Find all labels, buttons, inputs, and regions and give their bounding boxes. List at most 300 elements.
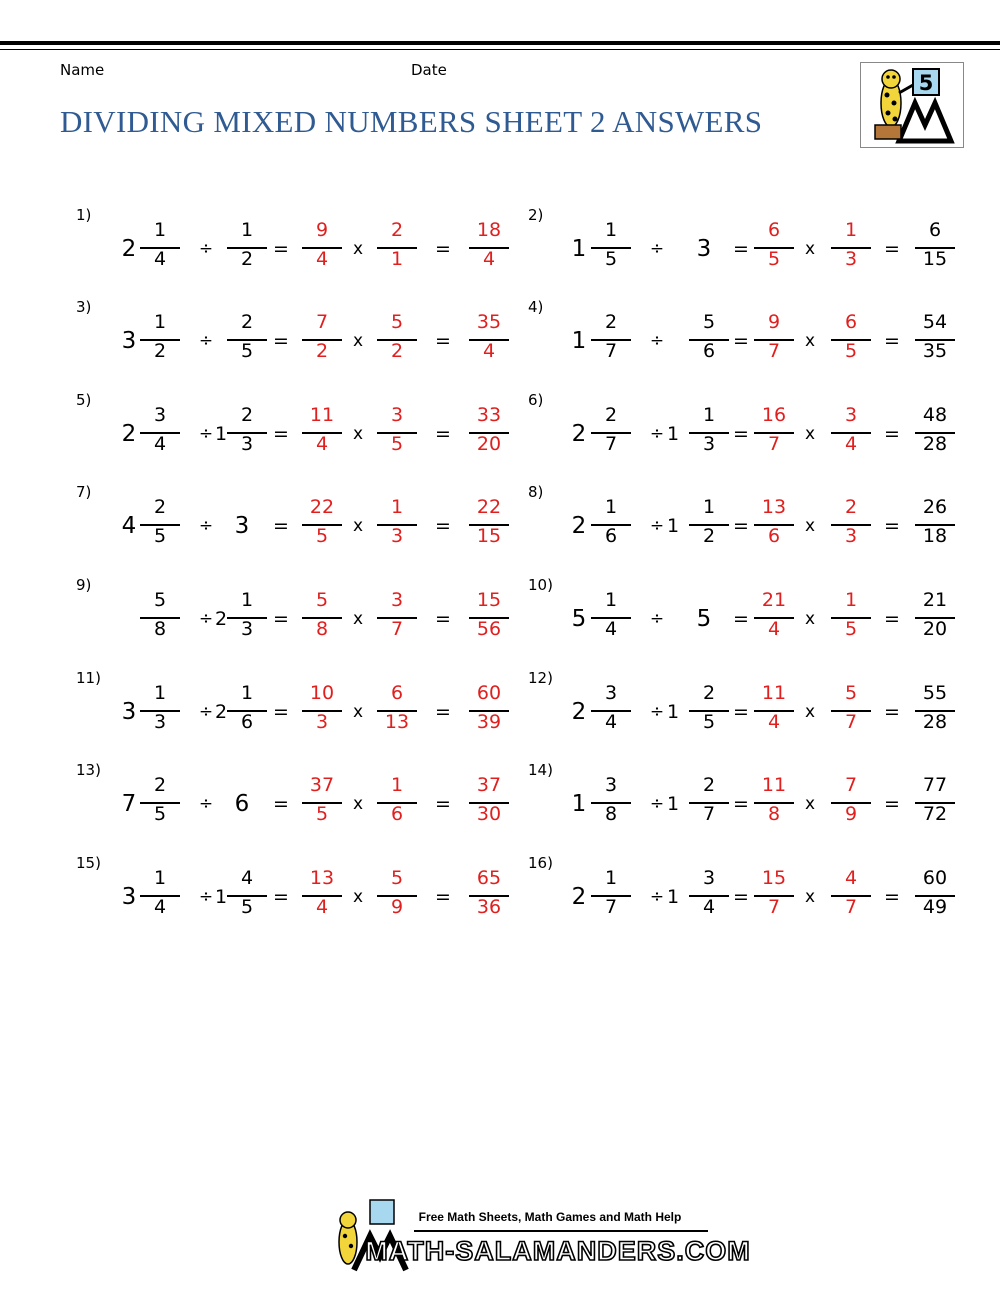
answer-fraction-2-denominator: 7 <box>844 711 858 733</box>
grade-number: 5 <box>918 71 934 95</box>
question-fraction-1-denominator: 4 <box>604 711 618 733</box>
answer-fraction-1-denominator: 7 <box>767 340 781 362</box>
result-fraction <box>469 774 509 838</box>
result-fraction <box>469 404 509 468</box>
question-fraction-1-denominator: 4 <box>604 618 618 640</box>
answer-fraction-1 <box>754 867 794 931</box>
equals-sign: = <box>733 515 749 537</box>
question-fraction-1-numerator: 1 <box>153 311 167 333</box>
answer-fraction-2 <box>377 496 417 560</box>
answer-fraction-2-denominator: 5 <box>390 433 404 455</box>
equals-sign: = <box>435 793 451 815</box>
grade-logo <box>860 62 964 148</box>
problem-number: 12) <box>528 669 553 687</box>
equals-sign: = <box>273 515 289 537</box>
whole-part: 2 <box>571 513 587 539</box>
whole-part: 2 <box>571 421 587 447</box>
answer-fraction-1-numerator: 15 <box>761 867 787 889</box>
question-fraction-1 <box>140 774 180 838</box>
question-fraction-1-denominator: 8 <box>604 803 618 825</box>
times-sign: x <box>804 331 816 351</box>
result-fraction-numerator: 21 <box>922 589 948 611</box>
answer-fraction-1-denominator: 3 <box>315 711 329 733</box>
whole-number: 3 <box>234 513 250 539</box>
result-fraction-numerator: 37 <box>476 774 502 796</box>
question-fraction-2 <box>689 867 729 931</box>
answer-fraction-1 <box>754 589 794 653</box>
whole-part: 1 <box>666 423 680 445</box>
answer-fraction-1-numerator: 11 <box>761 774 787 796</box>
question-fraction-1-numerator: 5 <box>153 589 167 611</box>
problem-number: 5) <box>76 391 92 409</box>
divide-sign: ÷ <box>649 702 665 722</box>
whole-part: 2 <box>571 884 587 910</box>
answer-fraction-2 <box>831 404 871 468</box>
answer-fraction-2-denominator: 6 <box>390 803 404 825</box>
whole-part: 3 <box>121 884 137 910</box>
answer-fraction-1-numerator: 22 <box>309 496 335 518</box>
question-fraction-2 <box>227 682 267 746</box>
question-fraction-1-numerator: 2 <box>604 311 618 333</box>
result-fraction-numerator: 54 <box>922 311 948 333</box>
question-fraction-1-numerator: 3 <box>153 404 167 426</box>
result-fraction <box>915 589 955 653</box>
question-fraction-1-numerator: 1 <box>153 219 167 241</box>
answer-fraction-1 <box>754 682 794 746</box>
question-fraction-2 <box>227 404 267 468</box>
question-fraction-1-denominator: 5 <box>153 803 167 825</box>
answer-fraction-1-denominator: 4 <box>767 711 781 733</box>
question-fraction-1-numerator: 1 <box>604 496 618 518</box>
question-fraction-2 <box>689 496 729 560</box>
whole-part: 2 <box>214 701 228 723</box>
answer-fraction-2-numerator: 6 <box>844 311 858 333</box>
problem-number: 16) <box>528 854 553 872</box>
answer-fraction-2 <box>377 867 417 931</box>
question-fraction-1 <box>140 496 180 560</box>
question-fraction-1-denominator: 4 <box>153 248 167 270</box>
question-fraction-1 <box>140 682 180 746</box>
divide-sign: ÷ <box>649 239 665 259</box>
question-fraction-1 <box>140 404 180 468</box>
answer-fraction-2 <box>831 774 871 838</box>
question-fraction-2 <box>227 867 267 931</box>
whole-part: 1 <box>214 886 228 908</box>
answer-fraction-2 <box>377 589 417 653</box>
equals-sign: = <box>273 608 289 630</box>
question-fraction-1-denominator: 5 <box>153 525 167 547</box>
result-fraction <box>915 774 955 838</box>
question-fraction-1 <box>591 496 631 560</box>
times-sign: x <box>352 424 364 444</box>
result-fraction-denominator: 20 <box>922 618 948 640</box>
whole-part: 1 <box>666 515 680 537</box>
result-fraction-numerator: 77 <box>922 774 948 796</box>
result-fraction-numerator: 65 <box>476 867 502 889</box>
result-fraction <box>915 311 955 375</box>
divide-sign: ÷ <box>198 887 214 907</box>
answer-fraction-1 <box>302 867 342 931</box>
divide-sign: ÷ <box>198 239 214 259</box>
equals-sign: = <box>733 423 749 445</box>
question-fraction-2 <box>689 682 729 746</box>
times-sign: x <box>352 239 364 259</box>
question-fraction-1 <box>140 311 180 375</box>
question-fraction-1-numerator: 3 <box>604 774 618 796</box>
whole-part: 1 <box>571 236 587 262</box>
question-fraction-2-numerator: 2 <box>240 311 254 333</box>
answer-fraction-1-denominator: 5 <box>315 525 329 547</box>
footer-site: MATH-SALAMANDERS.COM <box>365 1236 751 1266</box>
question-fraction-1-denominator: 6 <box>604 525 618 547</box>
whole-part: 2 <box>121 421 137 447</box>
whole-part: 1 <box>571 328 587 354</box>
answer-fraction-2 <box>377 311 417 375</box>
divide-sign: ÷ <box>198 424 214 444</box>
equals-sign: = <box>884 701 900 723</box>
answer-fraction-1 <box>754 774 794 838</box>
answer-fraction-1-numerator: 10 <box>309 682 335 704</box>
page-title: DIVIDING MIXED NUMBERS SHEET 2 ANSWERS <box>60 104 763 139</box>
answer-fraction-1-numerator: 6 <box>767 219 781 241</box>
answer-fraction-2-numerator: 6 <box>390 682 404 704</box>
answer-fraction-1 <box>302 774 342 838</box>
answer-fraction-2-numerator: 1 <box>844 219 858 241</box>
question-fraction-1-denominator: 4 <box>153 433 167 455</box>
answer-fraction-2-denominator: 5 <box>844 340 858 362</box>
question-fraction-1-numerator: 2 <box>604 404 618 426</box>
whole-part: 7 <box>121 791 137 817</box>
answer-fraction-1-denominator: 5 <box>315 803 329 825</box>
problem-number: 8) <box>528 483 544 501</box>
answer-fraction-2-numerator: 5 <box>390 311 404 333</box>
answer-fraction-1-denominator: 8 <box>315 618 329 640</box>
result-fraction-denominator: 20 <box>476 433 502 455</box>
answer-fraction-1-denominator: 4 <box>315 896 329 918</box>
divide-sign: ÷ <box>649 887 665 907</box>
equals-sign: = <box>884 515 900 537</box>
footer-logo <box>318 1200 751 1274</box>
question-fraction-2-numerator: 1 <box>240 219 254 241</box>
answer-fraction-1-denominator: 2 <box>315 340 329 362</box>
answer-fraction-2 <box>377 774 417 838</box>
answer-fraction-2 <box>831 311 871 375</box>
answer-fraction-1 <box>302 589 342 653</box>
answer-fraction-1-denominator: 4 <box>767 618 781 640</box>
question-fraction-1-numerator: 3 <box>604 682 618 704</box>
answer-fraction-1 <box>302 311 342 375</box>
result-fraction-denominator: 35 <box>922 340 948 362</box>
answer-fraction-2-denominator: 9 <box>844 803 858 825</box>
problem-number: 2) <box>528 206 544 224</box>
answer-fraction-2-numerator: 2 <box>390 219 404 241</box>
equals-sign: = <box>435 608 451 630</box>
whole-part: 5 <box>571 606 587 632</box>
question-fraction-1 <box>591 311 631 375</box>
answer-fraction-2-numerator: 3 <box>390 589 404 611</box>
result-fraction-denominator: 28 <box>922 433 948 455</box>
answer-fraction-1-numerator: 7 <box>315 311 329 333</box>
answer-fraction-1-denominator: 5 <box>767 248 781 270</box>
question-fraction-1-numerator: 1 <box>604 219 618 241</box>
answer-fraction-1 <box>302 496 342 560</box>
whole-part: 1 <box>214 423 228 445</box>
answer-fraction-2-denominator: 3 <box>390 525 404 547</box>
equals-sign: = <box>884 793 900 815</box>
problem-number: 3) <box>76 298 92 316</box>
question-fraction-2-numerator: 1 <box>240 682 254 704</box>
question-fraction-1 <box>591 219 631 283</box>
question-fraction-1-numerator: 2 <box>153 774 167 796</box>
divide-sign: ÷ <box>198 609 214 629</box>
question-fraction-1 <box>140 219 180 283</box>
divide-sign: ÷ <box>198 702 214 722</box>
salamander-logo-icon <box>861 63 963 147</box>
problem-number: 11) <box>76 669 101 687</box>
equals-sign: = <box>435 886 451 908</box>
equals-sign: = <box>273 423 289 445</box>
whole-part: 2 <box>121 236 137 262</box>
problem-number: 7) <box>76 483 92 501</box>
answer-fraction-1-numerator: 5 <box>315 589 329 611</box>
question-fraction-2-numerator: 1 <box>702 496 716 518</box>
answer-fraction-1-numerator: 9 <box>315 219 329 241</box>
answer-fraction-2 <box>377 219 417 283</box>
result-fraction-denominator: 4 <box>482 340 496 362</box>
answer-fraction-2 <box>377 404 417 468</box>
question-fraction-2-numerator: 2 <box>702 682 716 704</box>
result-fraction <box>915 496 955 560</box>
whole-part: 3 <box>121 699 137 725</box>
answer-fraction-1-numerator: 9 <box>767 311 781 333</box>
answer-fraction-1-denominator: 4 <box>315 433 329 455</box>
answer-fraction-2-denominator: 2 <box>390 340 404 362</box>
answer-fraction-1-denominator: 6 <box>767 525 781 547</box>
answer-fraction-1-numerator: 11 <box>761 682 787 704</box>
question-fraction-1-denominator: 8 <box>153 618 167 640</box>
answer-fraction-1 <box>302 219 342 283</box>
answer-fraction-1-numerator: 37 <box>309 774 335 796</box>
question-fraction-1 <box>140 867 180 931</box>
answer-fraction-2-denominator: 3 <box>844 248 858 270</box>
answer-fraction-2-numerator: 1 <box>390 496 404 518</box>
question-fraction-2 <box>227 311 267 375</box>
divide-sign: ÷ <box>649 516 665 536</box>
result-fraction <box>469 682 509 746</box>
equals-sign: = <box>884 608 900 630</box>
question-fraction-2-denominator: 2 <box>240 248 254 270</box>
salamander-footer-icon <box>318 1200 751 1274</box>
equals-sign: = <box>733 608 749 630</box>
answer-fraction-2 <box>831 589 871 653</box>
question-fraction-1 <box>591 682 631 746</box>
equals-sign: = <box>733 701 749 723</box>
answer-fraction-2-denominator: 9 <box>390 896 404 918</box>
problem-number: 6) <box>528 391 544 409</box>
whole-number: 3 <box>696 236 712 262</box>
question-fraction-2 <box>227 219 267 283</box>
question-fraction-1-numerator: 1 <box>153 867 167 889</box>
answer-fraction-2-denominator: 3 <box>844 525 858 547</box>
divide-sign: ÷ <box>649 331 665 351</box>
result-fraction-denominator: 4 <box>482 248 496 270</box>
question-fraction-2-denominator: 3 <box>240 433 254 455</box>
times-sign: x <box>352 331 364 351</box>
result-fraction-denominator: 39 <box>476 711 502 733</box>
divide-sign: ÷ <box>198 794 214 814</box>
answer-fraction-2-denominator: 13 <box>384 711 410 733</box>
answer-fraction-1 <box>754 404 794 468</box>
answer-fraction-2 <box>831 682 871 746</box>
times-sign: x <box>804 239 816 259</box>
times-sign: x <box>352 887 364 907</box>
result-fraction <box>469 219 509 283</box>
times-sign: x <box>352 609 364 629</box>
equals-sign: = <box>733 793 749 815</box>
divide-sign: ÷ <box>198 516 214 536</box>
answer-fraction-1-numerator: 16 <box>761 404 787 426</box>
times-sign: x <box>804 516 816 536</box>
question-fraction-2-numerator: 4 <box>240 867 254 889</box>
result-fraction <box>469 867 509 931</box>
whole-number: 5 <box>696 606 712 632</box>
result-fraction <box>915 219 955 283</box>
question-fraction-2-denominator: 6 <box>702 340 716 362</box>
times-sign: x <box>804 609 816 629</box>
result-fraction-numerator: 22 <box>476 496 502 518</box>
result-fraction-numerator: 35 <box>476 311 502 333</box>
whole-part: 1 <box>666 793 680 815</box>
question-fraction-2-denominator: 7 <box>702 803 716 825</box>
question-fraction-1-denominator: 2 <box>153 340 167 362</box>
result-fraction <box>915 682 955 746</box>
result-fraction-numerator: 33 <box>476 404 502 426</box>
result-fraction-denominator: 28 <box>922 711 948 733</box>
whole-part: 1 <box>571 791 587 817</box>
equals-sign: = <box>733 238 749 260</box>
whole-part: 2 <box>214 608 228 630</box>
top-rule-thin <box>0 49 1000 50</box>
result-fraction-numerator: 60 <box>476 682 502 704</box>
divide-sign: ÷ <box>649 794 665 814</box>
times-sign: x <box>804 424 816 444</box>
problem-number: 10) <box>528 576 553 594</box>
answer-fraction-2-numerator: 2 <box>844 496 858 518</box>
answer-fraction-2-numerator: 1 <box>390 774 404 796</box>
result-fraction-denominator: 36 <box>476 896 502 918</box>
question-fraction-2-denominator: 4 <box>702 896 716 918</box>
question-fraction-1-numerator: 1 <box>604 867 618 889</box>
question-fraction-1-denominator: 5 <box>604 248 618 270</box>
answer-fraction-1 <box>302 404 342 468</box>
problem-number: 9) <box>76 576 92 594</box>
times-sign: x <box>352 794 364 814</box>
times-sign: x <box>804 887 816 907</box>
equals-sign: = <box>435 423 451 445</box>
result-fraction-numerator: 26 <box>922 496 948 518</box>
answer-fraction-1-numerator: 13 <box>309 867 335 889</box>
equals-sign: = <box>273 238 289 260</box>
question-fraction-2-denominator: 2 <box>702 525 716 547</box>
times-sign: x <box>352 516 364 536</box>
result-fraction <box>469 496 509 560</box>
equals-sign: = <box>884 423 900 445</box>
answer-fraction-2-denominator: 1 <box>390 248 404 270</box>
answer-fraction-1-denominator: 7 <box>767 896 781 918</box>
question-fraction-2-numerator: 1 <box>240 589 254 611</box>
equals-sign: = <box>884 330 900 352</box>
result-fraction <box>469 311 509 375</box>
question-fraction-1 <box>591 867 631 931</box>
question-fraction-1 <box>140 589 180 653</box>
question-fraction-2 <box>689 311 729 375</box>
answer-fraction-2 <box>831 496 871 560</box>
equals-sign: = <box>273 793 289 815</box>
equals-sign: = <box>733 886 749 908</box>
answer-fraction-1-numerator: 13 <box>761 496 787 518</box>
answer-fraction-2 <box>831 219 871 283</box>
question-fraction-1-denominator: 4 <box>153 896 167 918</box>
answer-fraction-1-denominator: 4 <box>315 248 329 270</box>
question-fraction-2-numerator: 1 <box>702 404 716 426</box>
date-label: Date <box>411 61 447 79</box>
answer-fraction-2-numerator: 5 <box>844 682 858 704</box>
answer-fraction-2-numerator: 1 <box>844 589 858 611</box>
times-sign: x <box>352 702 364 722</box>
whole-number: 6 <box>234 791 250 817</box>
divide-sign: ÷ <box>198 331 214 351</box>
whole-part: 2 <box>571 699 587 725</box>
result-fraction-denominator: 18 <box>922 525 948 547</box>
result-fraction-denominator: 49 <box>922 896 948 918</box>
question-fraction-2-denominator: 5 <box>702 711 716 733</box>
answer-fraction-2-numerator: 7 <box>844 774 858 796</box>
question-fraction-2-denominator: 6 <box>240 711 254 733</box>
answer-fraction-2-numerator: 4 <box>844 867 858 889</box>
equals-sign: = <box>435 701 451 723</box>
answer-fraction-1-denominator: 8 <box>767 803 781 825</box>
question-fraction-2 <box>227 589 267 653</box>
answer-fraction-2-numerator: 3 <box>844 404 858 426</box>
question-fraction-2 <box>689 774 729 838</box>
answer-fraction-2-denominator: 7 <box>844 896 858 918</box>
question-fraction-2 <box>689 404 729 468</box>
name-label: Name <box>60 61 105 79</box>
equals-sign: = <box>435 238 451 260</box>
problem-number: 15) <box>76 854 101 872</box>
equals-sign: = <box>435 330 451 352</box>
answer-fraction-2-numerator: 5 <box>390 867 404 889</box>
result-fraction-denominator: 72 <box>922 803 948 825</box>
answer-fraction-1 <box>754 311 794 375</box>
result-fraction-numerator: 18 <box>476 219 502 241</box>
problem-number: 13) <box>76 761 101 779</box>
answer-fraction-1 <box>302 682 342 746</box>
equals-sign: = <box>435 515 451 537</box>
question-fraction-2-denominator: 3 <box>702 433 716 455</box>
result-fraction <box>915 404 955 468</box>
problem-number: 14) <box>528 761 553 779</box>
answer-fraction-1-numerator: 21 <box>761 589 787 611</box>
whole-part: 1 <box>666 886 680 908</box>
question-fraction-2-denominator: 5 <box>240 340 254 362</box>
equals-sign: = <box>884 886 900 908</box>
question-fraction-1 <box>591 404 631 468</box>
problem-number: 1) <box>76 206 92 224</box>
equals-sign: = <box>273 330 289 352</box>
times-sign: x <box>804 702 816 722</box>
top-rule-thick <box>0 41 1000 45</box>
